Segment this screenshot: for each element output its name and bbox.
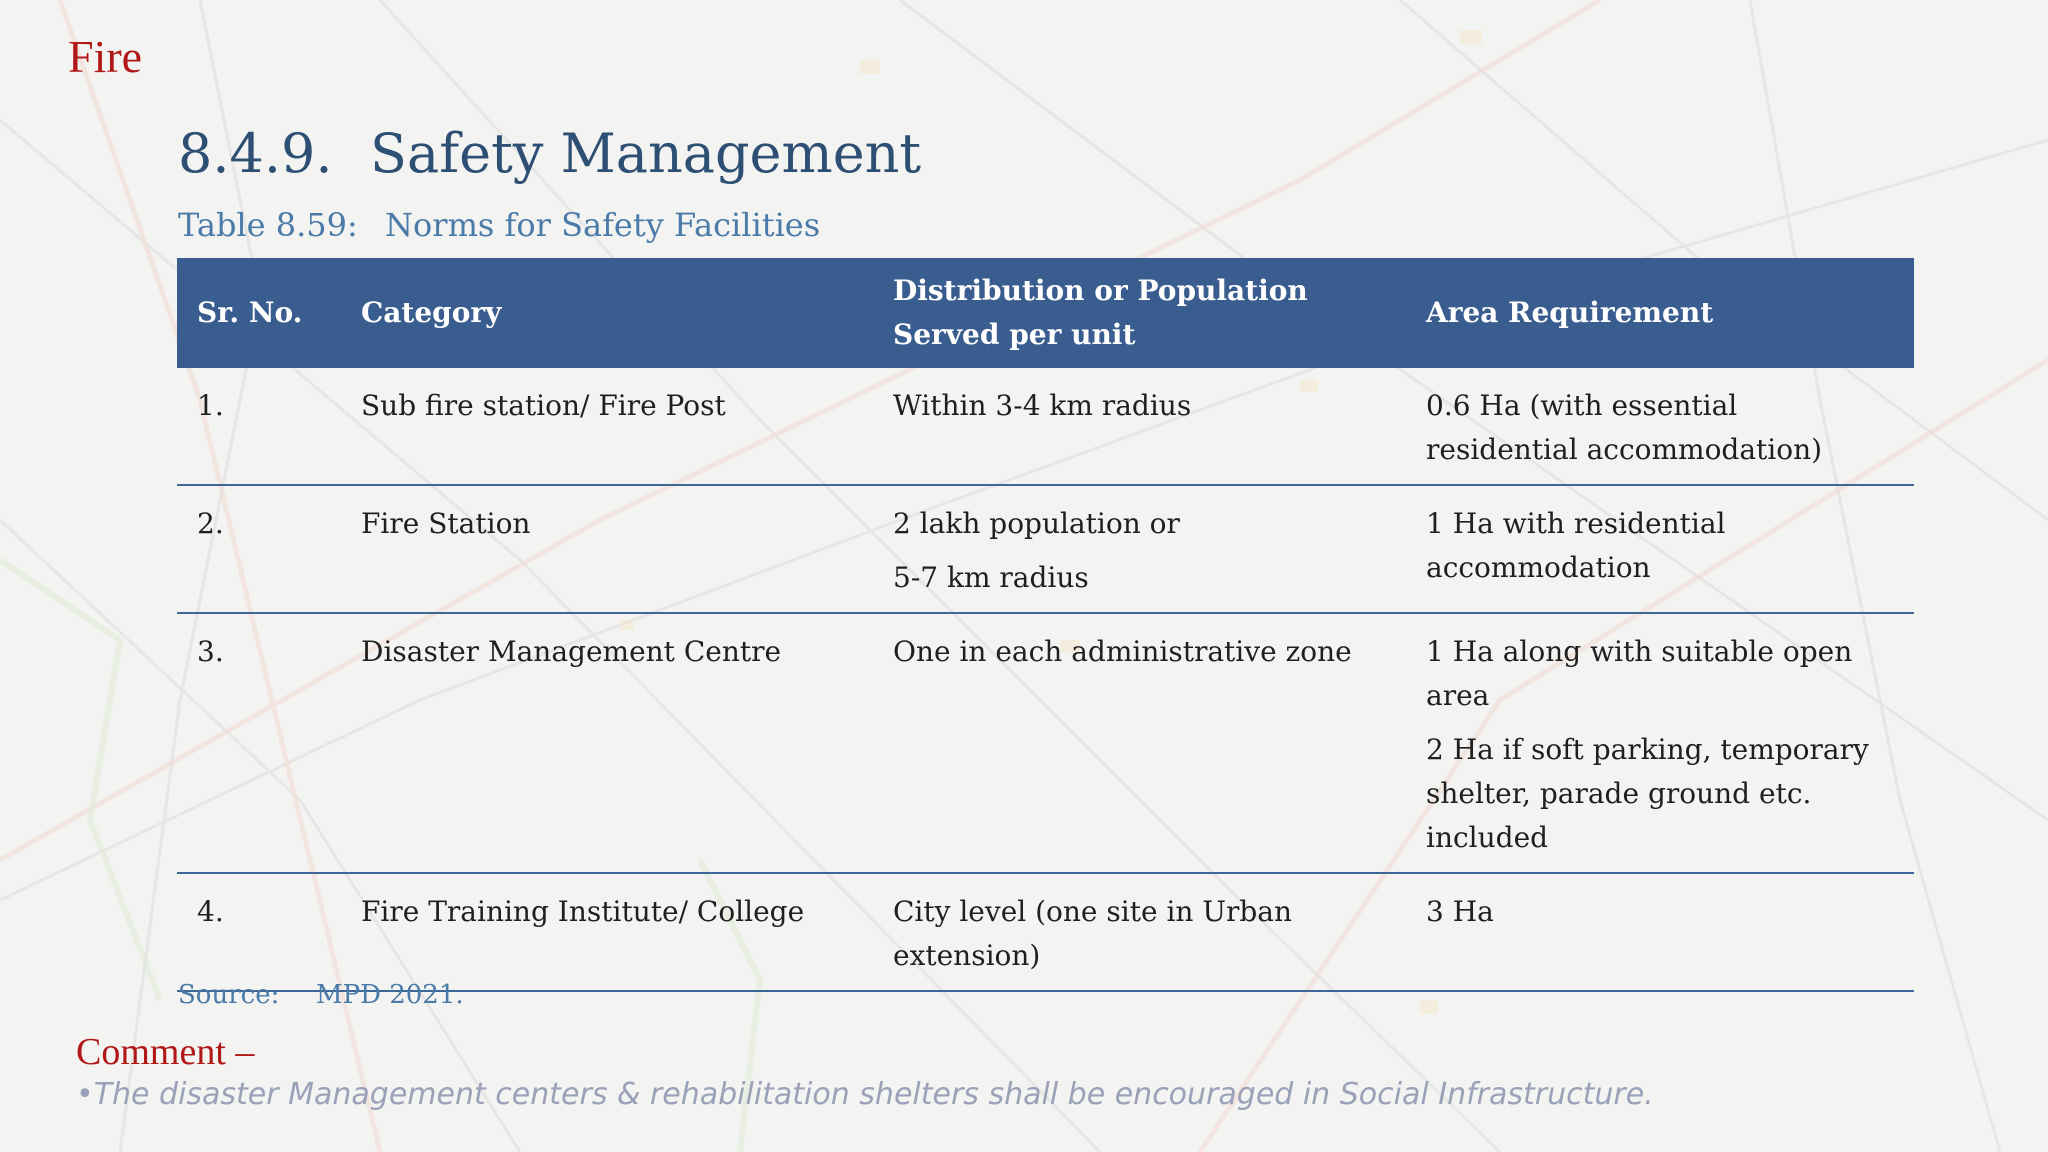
source-value: MPD 2021. <box>316 980 464 1010</box>
cell-category: Fire Station <box>341 485 873 613</box>
cell-area-requirement <box>1406 873 1914 991</box>
cell-line: Within 3-4 km radius <box>893 389 1192 422</box>
comment-heading: Comment – <box>76 1031 255 1073</box>
cell-area-requirement <box>1406 613 1914 873</box>
cell-line: 2 lakh population or <box>893 507 1180 540</box>
source-note <box>178 980 464 1010</box>
cell-line: 2 Ha if soft parking, temporary shelter, parade ground etc. included <box>1426 733 1869 854</box>
cell-area-requirement <box>1406 485 1914 613</box>
cell-line: One in each administrative zone <box>893 635 1352 668</box>
section-heading <box>178 122 921 185</box>
table-row <box>177 485 1914 613</box>
cell-sr-no: 4. <box>177 873 341 991</box>
safety-norms-table <box>177 258 1914 992</box>
table-header-row <box>177 258 1914 368</box>
comment-text: •The disaster Management centers & rehabilitation shelters shall be encouraged in Social Infrastructure. <box>76 1077 1654 1112</box>
cell-line: 5-7 km radius <box>893 561 1089 594</box>
cell-distribution <box>873 613 1406 873</box>
cell-category: Fire Training Institute/ College <box>341 873 873 991</box>
source-label: Source: <box>178 980 280 1010</box>
cell-category: Sub fire station/ Fire Post <box>341 368 873 485</box>
cell-area-requirement <box>1406 368 1914 485</box>
table-caption <box>178 206 820 244</box>
header-sr-no: Sr. No. <box>197 296 303 329</box>
cell-category: Disaster Management Centre <box>341 613 873 873</box>
cell-distribution <box>873 368 1406 485</box>
header-category: Category <box>361 296 502 329</box>
header-area-requirement: Area Requirement <box>1426 296 1714 329</box>
cell-distribution <box>873 873 1406 991</box>
cell-line: 1 Ha with residential accommodation <box>1426 507 1726 584</box>
table-row <box>177 368 1914 485</box>
cell-sr-no: 3. <box>177 613 341 873</box>
cell-sr-no: 1. <box>177 368 341 485</box>
cell-line: 1 Ha along with suitable open area <box>1426 635 1853 712</box>
slide-title: Fire <box>68 31 143 82</box>
table-number: Table 8.59: <box>178 206 358 244</box>
table-row <box>177 613 1914 873</box>
section-number: 8.4.9. <box>178 122 333 185</box>
table-title: Norms for Safety Facilities <box>385 206 821 244</box>
cell-line: 3 Ha <box>1426 895 1494 928</box>
cell-line: City level (one site in Urban extension) <box>893 895 1292 972</box>
cell-distribution <box>873 485 1406 613</box>
table-row <box>177 873 1914 991</box>
cell-sr-no: 2. <box>177 485 341 613</box>
header-distribution: Distribution or Population Served per unit <box>893 274 1308 351</box>
section-title: Safety Management <box>370 122 922 185</box>
cell-line: 0.6 Ha (with essential residential accommodation) <box>1426 389 1823 466</box>
